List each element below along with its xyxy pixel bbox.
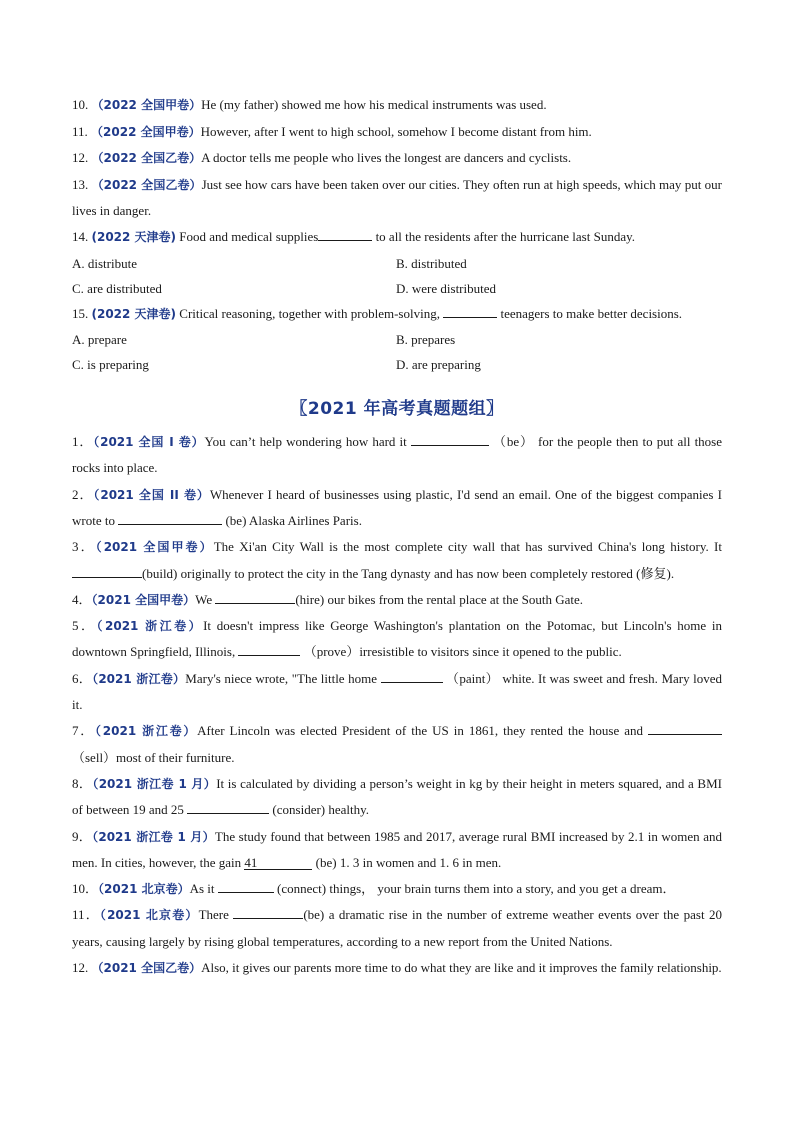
answer-blank[interactable] (72, 565, 142, 578)
question-source: （2021 全国乙卷） (91, 961, 202, 976)
question-source: （2021 浙江卷） (96, 619, 204, 634)
question-2021-1: 1．（2021 全国 I 卷）You can’t help wondering how hard it （be） for the people then to put all those rocks into place. (72, 434, 723, 476)
option-d[interactable]: D. were distributed (396, 280, 497, 296)
question-2021-9: 9．（2021 浙江卷 1 月）The study found that between 1985 and 2017, average rural BMI increased by 2.1 in women and men. In cities, however, the gain 41 (be) 1. 3 in women and 1. 6 in men. (72, 828, 722, 870)
option-c[interactable]: C. is preparing (72, 357, 149, 373)
answer-blank[interactable] (648, 722, 722, 735)
question-source: （2021 全国 I 卷） (93, 435, 205, 450)
question-source: （2021 浙江卷 1 月） (92, 776, 217, 791)
answer-blank[interactable] (238, 643, 300, 656)
answer-blank[interactable] (381, 670, 443, 683)
question-source: （2022 全国乙卷） (91, 177, 202, 192)
question-2021-12: 12. （2021 全国乙卷）Also, it gives our parents more time to do what they are like and it improves the family relationship. (72, 960, 722, 976)
question-10: 10. （2022 全国甲卷）He (my father) showed me how his medical instruments was used. (72, 97, 547, 112)
question-source: （2021 北京卷） (98, 882, 190, 897)
question-source: （2022 全国乙卷） (91, 151, 202, 165)
filled-answer[interactable]: 41 (244, 856, 312, 870)
answer-blank[interactable] (443, 305, 497, 318)
question-12: 12. （2022 全国乙卷）A doctor tells me people who lives the longest are dancers and cyclists. (72, 150, 572, 165)
question-11: 11. （2022 全国甲卷）However, after I went to high school, somehow I become distant from him. (72, 123, 592, 139)
question-2021-4: 4．（2021 全国甲卷）We (hire) our bikes from the rental place at the South Gate. (72, 591, 584, 607)
question-source: （2021 全国甲卷） (91, 592, 196, 607)
options-row (72, 276, 722, 301)
question-14: 14. (2022 天津卷) Food and medical supplies to all the residents after the hurricane last Sunday. (72, 229, 635, 245)
answer-blank[interactable] (318, 228, 372, 241)
options-row (72, 251, 722, 276)
question-source: （2021 浙江卷） (92, 671, 186, 686)
options-row (72, 352, 722, 377)
option-a[interactable]: A. distribute (72, 255, 137, 271)
question-15: 15. (2022 天津卷) Critical reasoning, together with problem-solving, teenagers to make better decisions. (72, 305, 683, 321)
question-2021-11: 11．（2021 北京卷）There (be) a dramatic rise in the number of extreme weather events over the past 20 years, causing largely by rising global temperatures, according to a new report from the United Nations. (72, 907, 722, 949)
question-2021-2: 2．（2021 全国 II 卷）Whenever I heard of businesses using plastic, I'd send an email. One of the biggest companies I wrote to (be) Alaska Airlines Paris. (72, 486, 722, 528)
question-13: 13. （2022 全国乙卷）Just see how cars have been taken over our cities. They often run at high speeds, which may put our lives in danger. (72, 176, 722, 218)
question-2021-3: 3．（2021 全国甲卷）The Xi'an City Wall is the most complete city wall that has survived China's long history. It (build) originally to protect the city in the Tang dynasty and has now been completely restored (修复). (72, 539, 722, 581)
answer-blank[interactable] (187, 801, 269, 814)
question-2021-5: 5．（2021 浙江卷）It doesn't impress like George Washington's plantation on the Potomac, but Lincoln's home in downtown Springfield, Illinois, （prove）irresistible to visitors since it opened to the public. (72, 618, 722, 660)
answer-blank[interactable] (411, 433, 489, 446)
section-title: 〖2021 年高考真题题组〗 (290, 399, 504, 420)
answer-blank[interactable] (118, 512, 222, 525)
answer-blank[interactable] (215, 591, 295, 604)
question-source: （2022 全国甲卷） (91, 124, 201, 139)
option-b[interactable]: B. distributed (396, 255, 467, 271)
question-source: （2021 全国 II 卷） (93, 487, 210, 502)
option-a[interactable]: A. prepare (72, 332, 127, 348)
option-b[interactable]: B. prepares (396, 332, 456, 348)
option-c[interactable]: C. are distributed (72, 280, 162, 296)
question-2021-6: 6．（2021 浙江卷）Mary's niece wrote, "The little home （paint） white. It was sweet and fresh. Mary loved it. (72, 670, 723, 713)
question-source: （2021 浙江卷 1 月） (92, 829, 215, 844)
options-row (72, 327, 722, 352)
question-2021-7: 7．（2021 浙江卷）After Lincoln was elected President of the US in 1861, they rented the house and （sell）most of their furniture. (72, 718, 722, 771)
option-d[interactable]: D. are preparing (396, 357, 481, 373)
question-source: （2021 全国甲卷） (95, 540, 214, 555)
question-source: （2021 浙江卷） (95, 724, 198, 739)
answer-blank[interactable] (218, 880, 274, 893)
document-page (72, 92, 722, 981)
question-source: (2022 天津卷) (91, 230, 177, 245)
question-2021-8: 8．（2021 浙江卷 1 月）It is calculated by dividing a person’s weight in kg by their height in meters squared, and a BMI of between 19 and 25 (consider) healthy. (72, 775, 722, 818)
question-2021-10: 10．（2021 北京卷）As it (connect) things， your brain turns them into a story, and you get a dream． (72, 881, 676, 897)
answer-blank[interactable] (233, 906, 303, 919)
question-source: （2021 北京卷） (99, 908, 199, 923)
question-source: （2022 全国甲卷） (91, 98, 202, 112)
question-source: (2022 天津卷) (91, 306, 177, 321)
